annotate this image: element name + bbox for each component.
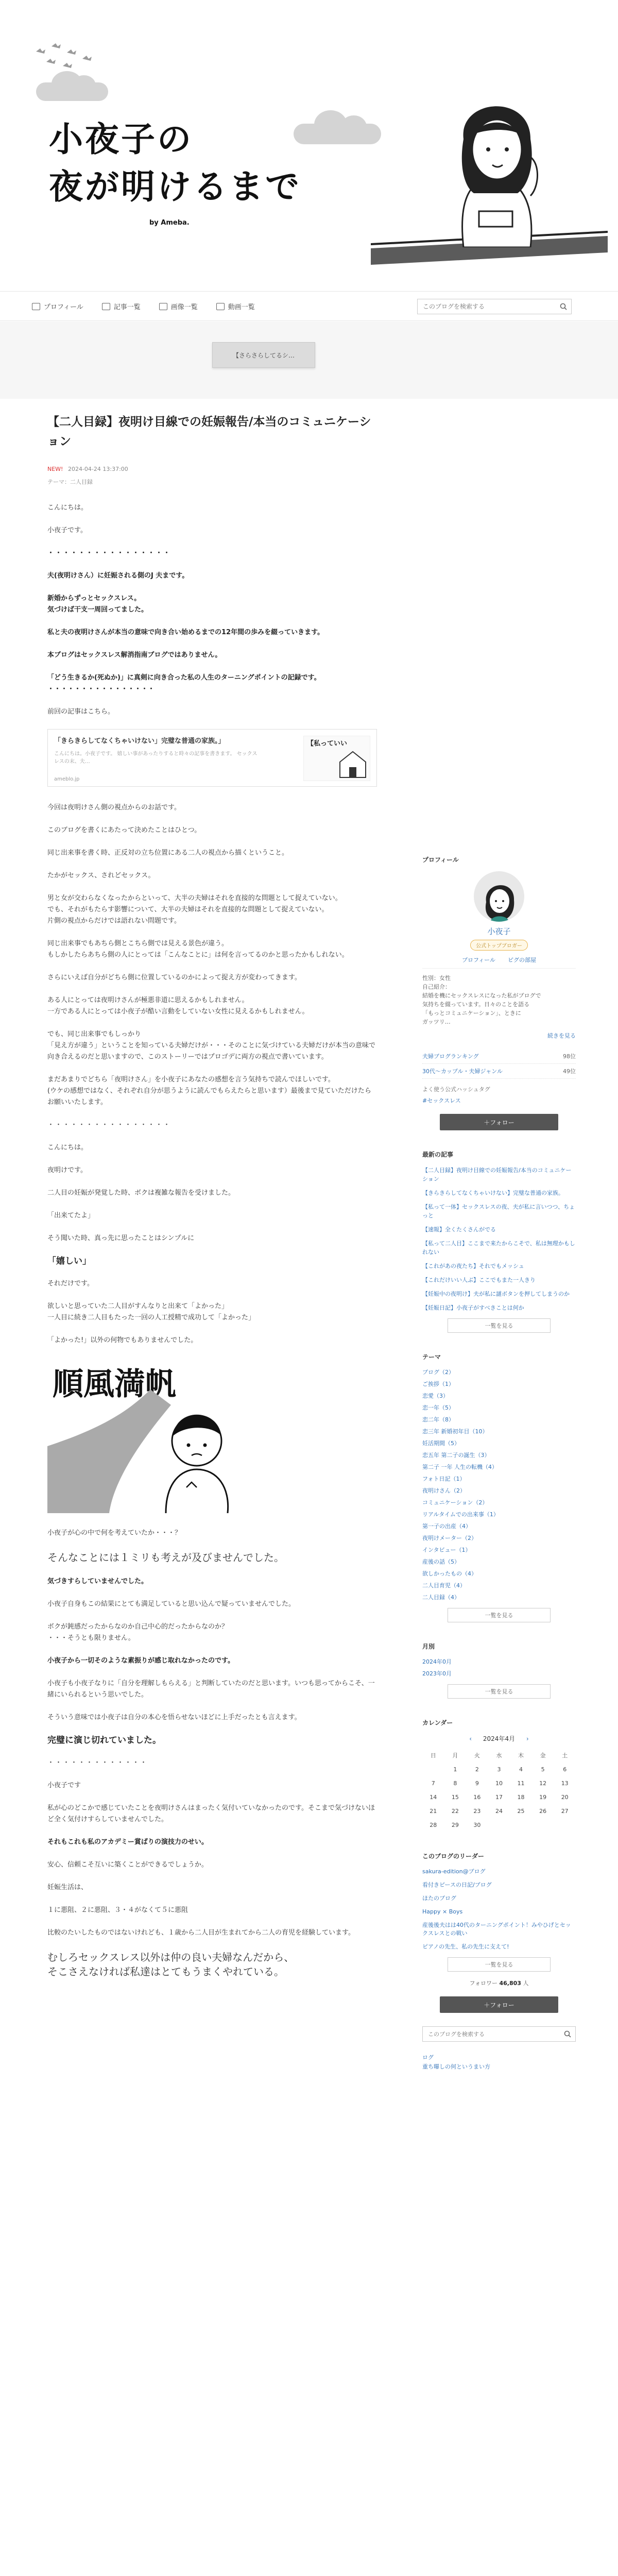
recent-entry-link[interactable]: 【私って一体】セックスレスの夜、夫が私に言いつつ、ちょっと bbox=[422, 1204, 575, 1219]
profile-tabs bbox=[422, 956, 576, 969]
search-input[interactable] bbox=[418, 299, 556, 314]
article-paragraph: たかがセックス、されどセックス。 bbox=[47, 872, 155, 879]
blog-title-line2: 夜が明けるまで bbox=[49, 167, 301, 207]
article-title[interactable]: 【二人目録】夜明け目線での妊娠報告/本当のコミュニケーション bbox=[47, 415, 371, 448]
global-nav bbox=[0, 291, 618, 321]
calendar-day[interactable]: 1 bbox=[453, 1766, 457, 1773]
calendar-day[interactable]: 24 bbox=[495, 1808, 503, 1815]
sidebar bbox=[422, 855, 576, 2072]
article-paragraph: そう聞いた時、真っ先に思ったことはシンプルに bbox=[47, 1234, 195, 1242]
calendar-day[interactable]: 3 bbox=[497, 1766, 501, 1773]
theme-item[interactable]: 産後の話（5） bbox=[422, 1558, 460, 1565]
calendar-day[interactable]: 4 bbox=[519, 1766, 523, 1773]
reader-blog-link[interactable]: sakura-edition@ブログ bbox=[422, 1868, 486, 1875]
calendar-day[interactable]: 28 bbox=[430, 1822, 437, 1828]
link-card-thumb-label: 【私っていい bbox=[307, 740, 348, 748]
ranking-row[interactable] bbox=[422, 1049, 576, 1064]
ranking-value: 98位 bbox=[563, 1053, 576, 1060]
article-paragraph: 小夜子から一切そのような素振りが感じ取れなかったのです。 bbox=[47, 1657, 234, 1665]
search-button[interactable] bbox=[556, 299, 571, 314]
ranking-row[interactable] bbox=[422, 1064, 576, 1079]
calendar-heading: カレンダー bbox=[422, 1719, 453, 1726]
article-paragraph: 完璧に演じ切れていました。 bbox=[47, 1735, 161, 1745]
sidebar-bottom-links bbox=[422, 2053, 576, 2072]
article-paragraph: 夜明けです。 bbox=[47, 1166, 87, 1174]
theme-more-button[interactable]: 一覧を見る bbox=[448, 1608, 551, 1622]
article-paragraph: むしろセックスレス以外は仲の良い夫婦なんだから、 そこさえなければ私達はとてもうまくやれている。 bbox=[47, 1951, 295, 1978]
blog-title[interactable] bbox=[49, 116, 301, 211]
sidebar-search-button[interactable] bbox=[560, 2027, 575, 2041]
nav-items bbox=[32, 301, 255, 311]
theme-item[interactable]: 二人目育児（4） bbox=[422, 1582, 466, 1589]
article-paragraph: このブログを書くにあたって決めたことはひとつ。 bbox=[47, 826, 201, 834]
article-paragraph: 比較のたいしたものではないけれども、１歳から二人目が生まれてから二人の育児を経験しています。 bbox=[47, 1929, 355, 1937]
recent-entry-link[interactable]: 【速報】全くたくさんがでる bbox=[422, 1226, 496, 1233]
calendar-day[interactable]: 22 bbox=[451, 1808, 459, 1815]
article-paragraphs bbox=[47, 802, 377, 1346]
article-paragraph: 前回の記事はこちら。 bbox=[47, 708, 115, 716]
theme-item[interactable]: 恋三年 新婚初年目（10） bbox=[422, 1428, 488, 1435]
calendar-day[interactable]: 14 bbox=[430, 1794, 437, 1801]
calendar-weekday: 火 bbox=[474, 1752, 480, 1759]
nav-item-label: プロフィール bbox=[44, 303, 83, 311]
archive-more-button[interactable]: 一覧を見る bbox=[448, 1684, 551, 1699]
official-blogger-badge: 公式トップブロガー bbox=[470, 940, 528, 951]
article-paragraph: ボクが鈍感だったからなのか自己中心的だったからなのか？ ・・・そうとも限りません。 bbox=[47, 1623, 229, 1642]
article-paragraph: こんにちは。 bbox=[47, 504, 88, 512]
profile-more-link[interactable]: 続きを見る bbox=[547, 1032, 576, 1039]
calendar-day[interactable]: 21 bbox=[430, 1808, 437, 1815]
article-paragraph: 私が心のどこかで感じていたことを夜明けさんはまったく気付いていなかったのです。そこまで気づけないほど全く気付けすらしていませんでした。 bbox=[47, 1804, 375, 1823]
reader-blog-link[interactable]: 看付きピースの日記/ブログ bbox=[422, 1882, 492, 1888]
new-badge: NEW! bbox=[47, 466, 63, 472]
nav-item-profile[interactable] bbox=[32, 301, 83, 311]
article-paragraph: 小夜子です bbox=[47, 1782, 81, 1789]
theme-item[interactable]: ご挨拶（1） bbox=[422, 1381, 454, 1387]
article-paragraph: ・・・・・・・・・・・・・・・・ bbox=[47, 1121, 171, 1129]
recent-entry-link[interactable]: 【私って二人目】ここまで来たからこそで、私は無理かもしれない bbox=[422, 1240, 575, 1256]
nav-item-label: 記事一覧 bbox=[113, 303, 141, 311]
calendar-day bbox=[488, 1818, 510, 1832]
nav-item-videos[interactable] bbox=[216, 301, 255, 311]
followers-label: フォロワー bbox=[469, 1980, 497, 1987]
reader-blog-link[interactable]: ほたのブログ bbox=[422, 1895, 456, 1902]
document-icon bbox=[102, 303, 110, 310]
reader-blogs bbox=[422, 1852, 576, 2013]
theme-items bbox=[422, 1368, 576, 1602]
article-paragraph: まだあまりでどちら「夜明けさん」を小夜子にあなたの感想を言う気持ちで読んでほしいです。 (ウケの感想ではなく、それぞれ自分が思うように読んでもらえたらと思います）最後まで見ていただけたらお願いいたします。 bbox=[47, 1076, 371, 1106]
calendar-day[interactable]: 16 bbox=[473, 1794, 481, 1801]
recent-list bbox=[422, 1166, 576, 1312]
article-paragraph: 新婚からずっとセックスレス。 気づけば干支一周回ってました。 bbox=[47, 595, 148, 614]
calendar-day[interactable]: 20 bbox=[561, 1794, 569, 1801]
followers-number: 46,803 bbox=[499, 1980, 521, 1987]
calendar-weekday: 木 bbox=[518, 1752, 524, 1759]
calendar-day bbox=[422, 1762, 444, 1776]
calendar-day[interactable]: 12 bbox=[539, 1780, 547, 1787]
calendar-day[interactable]: 2 bbox=[475, 1766, 479, 1773]
article-paragraph: 二人目の妊娠が発覚した時、ボクは複雑な報告を受けました。 bbox=[47, 1189, 235, 1197]
calendar-day[interactable]: 18 bbox=[517, 1794, 525, 1801]
recent-entry-link[interactable]: 【妊娠日記】小夜子がすべきことは何か bbox=[422, 1304, 524, 1311]
article-paragraph: 小夜子自身もこの結果にとても満足していると思い込んで疑っていませんでした。 bbox=[47, 1600, 296, 1608]
calendar-day[interactable]: 5 bbox=[541, 1766, 545, 1773]
profile-tab-room[interactable]: ピグの部屋 bbox=[507, 957, 536, 963]
article-meta bbox=[47, 466, 377, 472]
article-paragraph: 欲しいと思っていた二人目がすんなりと出来て「よかった」 一人目に続き二人目もたった一回の人工授精で成功して「よかった」 bbox=[47, 1302, 255, 1321]
calendar-weekday: 水 bbox=[496, 1752, 502, 1759]
calendar bbox=[422, 1718, 576, 1832]
recent-more-button[interactable]: 一覧を見る bbox=[448, 1318, 551, 1333]
ranking-value: 49位 bbox=[563, 1068, 576, 1075]
reader-blog-link[interactable]: 産後後夫はは40代のターニングポイント！みやひげとセックスレスとの戦い bbox=[422, 1922, 571, 1937]
article-paragraph: 小夜子が心の中で何を考えていたか・・・？ bbox=[47, 1529, 182, 1537]
article-paragraphs bbox=[47, 1528, 377, 1979]
theme-item[interactable]: 夜明けさん（2） bbox=[422, 1487, 466, 1494]
theme-item[interactable]: フォト日記（1） bbox=[422, 1476, 466, 1482]
calendar-day bbox=[554, 1818, 576, 1832]
recent-entry-link[interactable]: 【二人目録】夜明け目線での妊娠報告/本当のコミュニケーション bbox=[422, 1167, 572, 1182]
blog-title-line1: 小夜子の bbox=[49, 120, 193, 159]
calendar-day[interactable]: 15 bbox=[451, 1794, 459, 1801]
cloud-decoration bbox=[36, 82, 108, 101]
reader-blogs-heading: このブログのリーダー bbox=[422, 1853, 485, 1860]
article-paragraph: 同じ出来事を書く時、正反対の立ち位置にある二人の視点から描くということ。 bbox=[47, 849, 289, 857]
calendar-day[interactable]: 25 bbox=[517, 1808, 525, 1815]
article-paragraph: 同じ出来事でもあちら側とこちら側では見える景色が違う。 もしかしたらあちら側の人にとっては「こんなことに」は何を言ってるのかと思ったかもしれない。 bbox=[47, 940, 349, 959]
ranking-label: 夫婦ブログランキング bbox=[422, 1053, 479, 1060]
article-paragraph: １に悪阻、２に悪阻、３・４がなくて５に悪阻 bbox=[47, 1906, 188, 1914]
avatar[interactable] bbox=[474, 871, 524, 922]
ranking-label: 30代〜カップル・夫婦ジャンル bbox=[422, 1068, 503, 1075]
calendar-weekday: 日 bbox=[430, 1752, 436, 1759]
calendar-day[interactable]: 9 bbox=[475, 1780, 479, 1787]
calendar-day[interactable]: 27 bbox=[561, 1808, 569, 1815]
theme-item[interactable]: 恋愛（3） bbox=[422, 1393, 449, 1399]
theme-item[interactable]: リアルタイムでの出来事（1） bbox=[422, 1511, 499, 1518]
hashtag-link[interactable]: #セックスレス bbox=[422, 1097, 461, 1104]
article-paragraph: 小夜子も小夜子なりに「自分を理解しもらえる」と判断していたのだと思います。いつも思ってからこそ、一緒にいられるという思いでした。 bbox=[47, 1680, 375, 1699]
article-paragraph: それだけです。 bbox=[47, 1280, 94, 1287]
theme-item[interactable]: ブログ（2） bbox=[422, 1369, 454, 1376]
link-card-text bbox=[54, 736, 260, 780]
woman-illustration bbox=[402, 77, 587, 247]
article-paragraphs bbox=[47, 502, 377, 718]
article-paragraph: 私と夫の夜明けさんが本当の意味で向き合い始めるまでの12年間の歩みを綴っていきます。 bbox=[47, 629, 324, 636]
calendar-day[interactable]: 8 bbox=[453, 1780, 457, 1787]
calendar-weekday: 土 bbox=[562, 1752, 568, 1759]
image-icon bbox=[159, 303, 167, 310]
sidebar-search-input[interactable] bbox=[423, 2027, 560, 2041]
followers-suffix: 人 bbox=[523, 1980, 529, 1987]
article-date: 2024-04-24 13:37:00 bbox=[67, 466, 128, 472]
calendar-day[interactable]: 30 bbox=[473, 1822, 481, 1828]
calendar-day[interactable]: 19 bbox=[539, 1794, 547, 1801]
recent-heading: 最新の記事 bbox=[422, 1151, 454, 1158]
archive-item[interactable]: 2023年0月 bbox=[422, 1670, 452, 1677]
calendar-weekday: 金 bbox=[540, 1752, 546, 1759]
search-icon bbox=[564, 2030, 571, 2038]
article-paragraph: 安心、信頼こそ互いに築くことができるでしょうか。 bbox=[47, 1861, 208, 1869]
sidebar-bottom-link[interactable]: ログ bbox=[422, 2054, 434, 2061]
calendar-day[interactable]: 13 bbox=[561, 1780, 569, 1787]
article-paragraph: でも、同じ出来事でもしっかり 「見え方が違う」ということを知っている夫婦だけが・・・そのことに気づけている夫婦だけが本当の意味で向き合えるのだと思いますので、このストーリーではプロゴデに両方の視点で書いています。 bbox=[47, 1030, 376, 1061]
calendar-day[interactable]: 7 bbox=[431, 1780, 435, 1787]
archive-item[interactable]: 2024年0月 bbox=[422, 1658, 452, 1665]
theme-item[interactable]: 恋二年（8） bbox=[422, 1416, 454, 1423]
calendar-day[interactable]: 26 bbox=[539, 1808, 547, 1815]
calendar-weekday: 月 bbox=[452, 1752, 458, 1759]
manga-text: 順風満帆 bbox=[53, 1366, 176, 1402]
calendar-day[interactable]: 11 bbox=[517, 1780, 525, 1787]
search-icon bbox=[560, 303, 567, 310]
theme-item[interactable]: 恋五年 第二子の誕生（3） bbox=[422, 1452, 490, 1459]
video-icon bbox=[216, 303, 225, 310]
recent-entry-link[interactable]: 【妊娠中の夜明け】夫が私に謎ボタンを押してしまうのか bbox=[422, 1291, 570, 1297]
article-paragraph: 今回は夜明けさん側の視点からのお話です。 bbox=[47, 804, 181, 811]
article-paragraph: ある人にとっては夜明けさんが極悪非道に思えるかもしれません。 一方である人にとっては小夜子が酷い言動をしていない女性に見えるかもしれません。 bbox=[47, 996, 309, 1015]
follow-button[interactable]: ＋フォロー bbox=[440, 1114, 558, 1130]
read-more-button[interactable]: 【さらさらしてるシ… bbox=[212, 342, 315, 368]
article-paragraph: ・・・・・・・・・・・・・・・・ bbox=[47, 549, 171, 557]
nav-item-label: 画像一覧 bbox=[170, 303, 198, 311]
calendar-day[interactable]: 10 bbox=[495, 1780, 503, 1787]
profile-tab-profile[interactable]: プロフィール bbox=[462, 957, 495, 963]
user-icon bbox=[32, 303, 40, 310]
calendar-table bbox=[422, 1748, 576, 1832]
blog-search bbox=[417, 299, 572, 314]
calendar-day bbox=[510, 1818, 532, 1832]
reader-blog-link[interactable]: ピアノの先生、私の先生に支えて! bbox=[422, 1943, 509, 1950]
follow-button-bottom[interactable]: ＋フォロー bbox=[440, 1996, 558, 2013]
profile-badge bbox=[422, 940, 576, 951]
article-body bbox=[47, 502, 377, 1979]
article-paragraph: 本ブログはセックスレス解消指南ブログではありません。 bbox=[47, 651, 222, 659]
link-card-thumbnail bbox=[303, 736, 370, 781]
calendar-day[interactable]: 17 bbox=[495, 1794, 503, 1801]
article-paragraph: 「どう生きるか(死ぬか)」に真剣に向き合った私の人生のターニングポイントの記録です。 ・・・・・・・・・・・・・・・・ bbox=[47, 674, 321, 693]
ad-area bbox=[0, 321, 618, 399]
article-paragraph: 妊娠生活は、 bbox=[47, 1884, 88, 1891]
theme-item[interactable]: 第一子の出産（4） bbox=[422, 1523, 471, 1530]
theme-item[interactable]: 夜明けメーター（2） bbox=[422, 1535, 477, 1541]
prev-month-icon[interactable]: ‹ bbox=[469, 1735, 472, 1742]
link-card-desc: こんにちは。小夜子です。 嬉しい事があったりすると時々の記事を書きます。 セックスレスの末、夫… bbox=[54, 751, 258, 765]
link-card-source: ameblo.jp bbox=[54, 776, 80, 782]
calendar-title bbox=[422, 1734, 576, 1743]
calendar-day bbox=[532, 1818, 554, 1832]
blog-header bbox=[0, 0, 618, 289]
calendar-day[interactable]: 6 bbox=[563, 1766, 567, 1773]
theme-item[interactable]: 第二子 一年 人生の転機（4） bbox=[422, 1464, 497, 1470]
ameba-brand: by Ameba. bbox=[149, 219, 190, 227]
theme-heading: テーマ bbox=[422, 1353, 441, 1361]
theme-item[interactable]: 恋一年（5） bbox=[422, 1404, 454, 1411]
link-card[interactable] bbox=[47, 729, 377, 787]
article-paragraph: 男と女が交わらなくなったからといって、大半の夫婦はそれを直接的な問題として捉えていない。 でも、それがもたらす影響について、大半の夫婦はそれを直接的な問題として捉えていない。 片側の視点からだけでは語れない問題です。 bbox=[47, 894, 342, 925]
archive-list bbox=[422, 1642, 576, 1699]
article-paragraph: 「出来てたよ」 bbox=[47, 1212, 95, 1219]
profile-heading: プロフィール bbox=[422, 856, 459, 863]
article-category[interactable]: テーマ：二人目録 bbox=[47, 479, 93, 485]
article-paragraph: そういう意味では小夜子は自分の本心を悟らせないほどに上手だったとも言えます。 bbox=[47, 1714, 301, 1721]
theme-list bbox=[422, 1352, 576, 1622]
profile-description: 性別：女性 自己紹介： 結婚を機にセックスレスになった私がブログで 気持ちを綴っています。日々のことを語る 「もっとコミュニケーション」、ときに ガッツリ… bbox=[422, 975, 541, 1025]
recent-entries bbox=[422, 1150, 576, 1333]
reader-more-button[interactable]: 一覧を見る bbox=[448, 1957, 551, 1972]
next-month-icon[interactable]: › bbox=[526, 1735, 529, 1742]
theme-item[interactable]: 欲しかったもの（4） bbox=[422, 1570, 477, 1577]
calendar-day[interactable]: 29 bbox=[451, 1822, 459, 1828]
article-paragraph: さらにいえば自分がどちら側に位置しているのかによって捉え方が変わってきます。 bbox=[47, 974, 301, 981]
article-paragraph: 気づきすらしていませんでした。 bbox=[47, 1578, 148, 1585]
article-paragraph: それもこれも私のアカデミー賞ばりの演技力のせい。 bbox=[47, 1838, 208, 1846]
hashtags-heading: よく使う公式ハッシュタグ bbox=[422, 1086, 490, 1093]
theme-item[interactable]: コミュニケーション（2） bbox=[422, 1499, 488, 1506]
article-paragraph: こんにちは。 bbox=[47, 1144, 88, 1151]
nav-item-entries[interactable] bbox=[102, 301, 141, 311]
calendar-day[interactable]: 23 bbox=[473, 1808, 481, 1815]
calendar-month: 2024年4月 bbox=[483, 1735, 516, 1742]
article-paragraph: そんなことには１ミリも考えが及びませんでした。 bbox=[47, 1551, 284, 1564]
recent-entry-link[interactable]: 【これがあの夜たち】それでもメッシュ bbox=[422, 1263, 524, 1269]
article-paragraph: 小夜子です。 bbox=[47, 527, 87, 534]
theme-item[interactable]: 二人目録（4） bbox=[422, 1594, 460, 1601]
theme-item[interactable]: インタビュー（1） bbox=[422, 1547, 471, 1553]
followers-count bbox=[422, 1979, 576, 1987]
nav-item-images[interactable] bbox=[159, 301, 198, 311]
ranking-list bbox=[422, 1049, 576, 1079]
manga-illustration bbox=[47, 1359, 269, 1513]
recent-entry-link[interactable]: 【きらきらしてなくちゃいけない】完璧な普通の家族。 bbox=[422, 1190, 564, 1196]
cloud-decoration bbox=[294, 124, 381, 144]
archive-heading: 月別 bbox=[422, 1643, 435, 1650]
article-paragraph: 夫(夜明けさん）に妊娠される側のJ 夫まです。 bbox=[47, 572, 189, 580]
nav-item-label: 動画一覧 bbox=[228, 303, 255, 311]
sidebar-search bbox=[422, 2026, 576, 2042]
sidebar-bottom-link[interactable]: 重ち曝しの何というまい方 bbox=[422, 2063, 490, 2070]
reader-blog-link[interactable]: Happy × Boys bbox=[422, 1908, 463, 1915]
theme-item[interactable]: 妊活期間（5） bbox=[422, 1440, 460, 1447]
article-paragraph: 「よかった!」以外の何物でもありませんでした。 bbox=[47, 1336, 198, 1344]
article-paragraph: 「嬉しい」 bbox=[47, 1256, 91, 1266]
profile-name[interactable]: 小夜子 bbox=[487, 927, 511, 936]
article bbox=[47, 412, 377, 1990]
reader-blog-list bbox=[422, 1868, 576, 1951]
link-card-title: 「きらきらしてなくちゃいけない」完璧な普通の家族。」 bbox=[54, 737, 225, 745]
recent-entry-link[interactable]: 【これだけいい人ぶ】ここでもまた一人きり bbox=[422, 1277, 536, 1283]
article-paragraph: ・・・・・・・・・・・・・ bbox=[47, 1759, 148, 1767]
